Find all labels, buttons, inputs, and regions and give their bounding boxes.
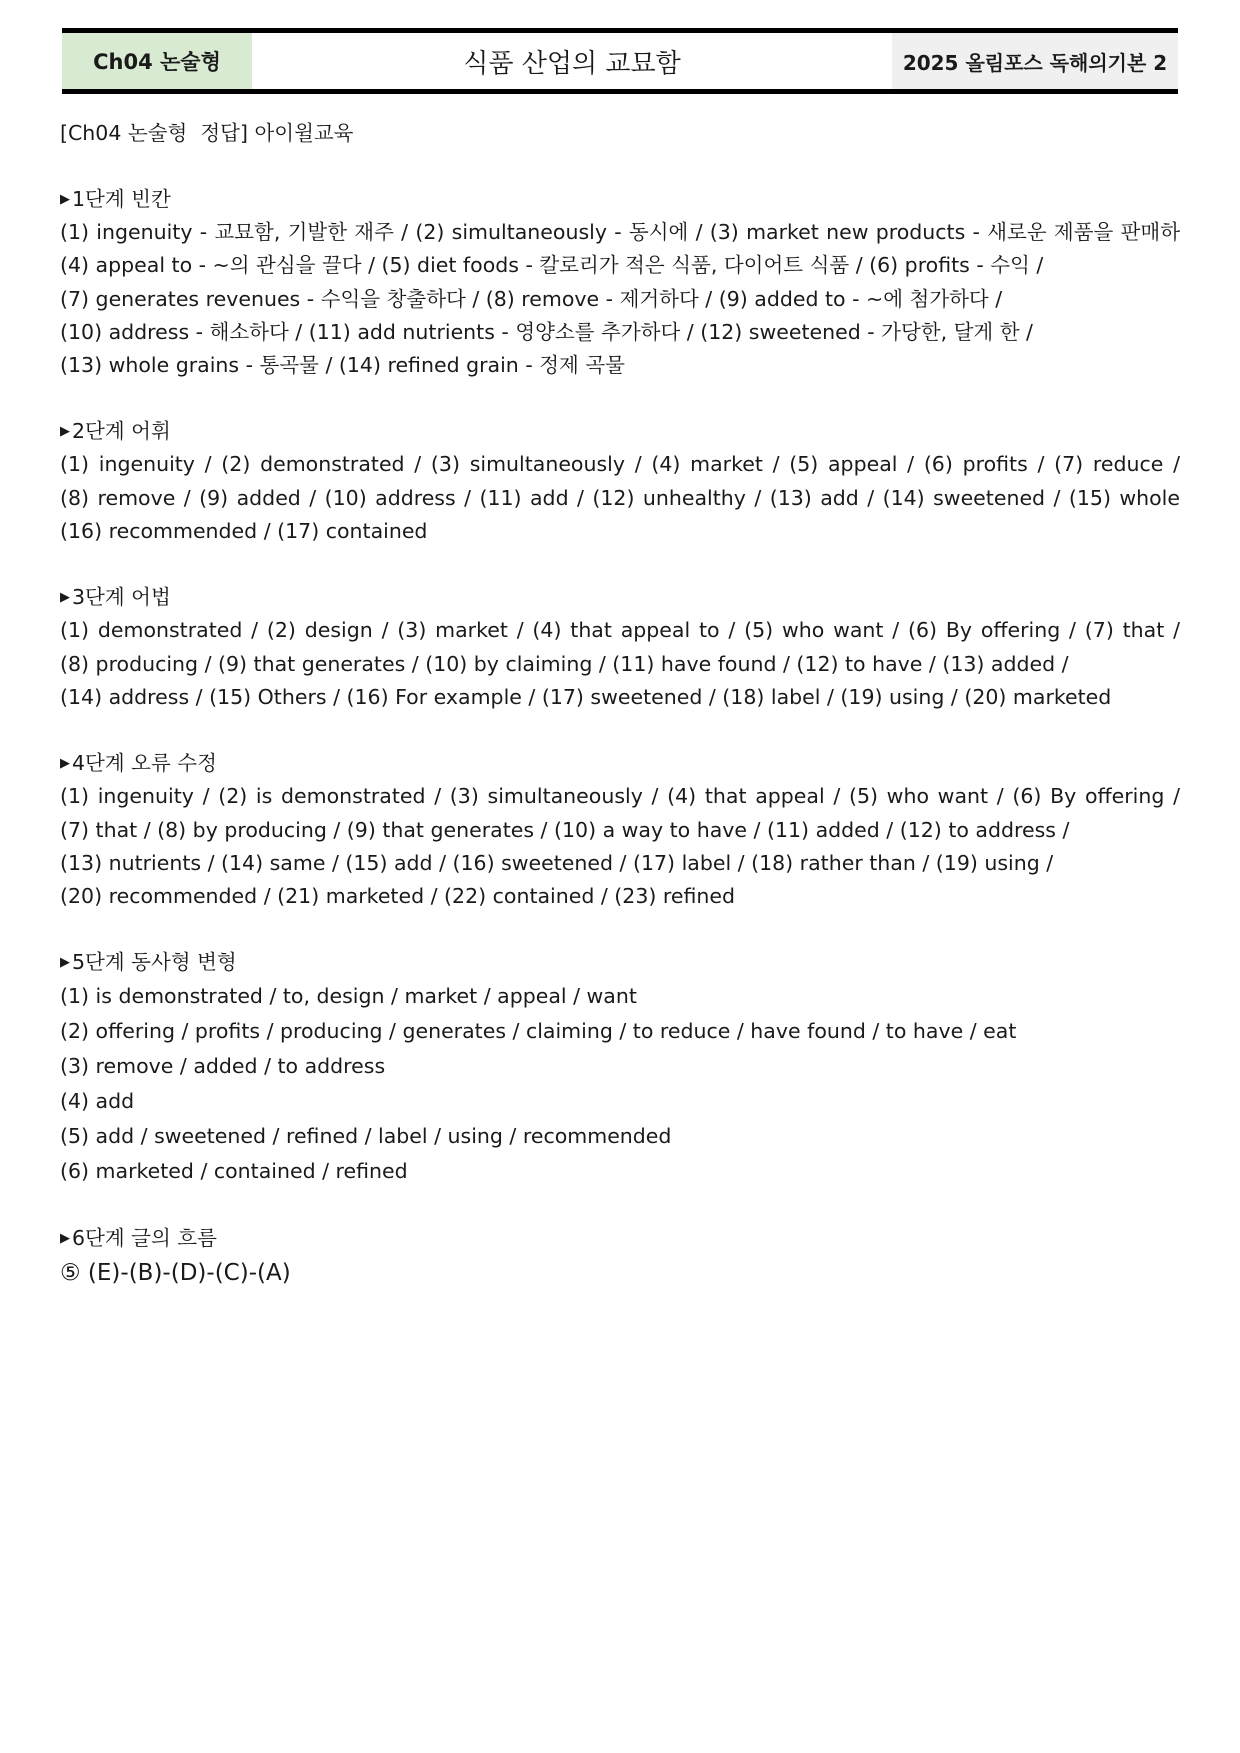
section-step-1 (60, 182, 1180, 382)
answer-line: (8) producing / (9) that generates / (10) by claiming / (11) have found / (12) to have / (13) added / (60, 651, 1069, 676)
answer-line: (8) remove / (9) added / (10) address / (11) add / (12) unhealthy / (13) add / (14) sweetened / (15) whole (60, 485, 1180, 510)
answer-line: (14) address / (15) Others / (16) For example / (17) sweetened / (18) label / (19) using / (20) marketed (60, 684, 1112, 709)
answer-sheet (60, 116, 1180, 1323)
section-title (60, 580, 1180, 614)
answer-line: (13) whole grains - 통곡물 / (14) refined grain - 정제 곡물 (60, 353, 625, 378)
triangle-bullet-icon: ▶ (60, 955, 70, 971)
page-title: 식품 산업의 교묘함 (463, 48, 681, 79)
chapter-tag: Ch04 논술형 (62, 33, 252, 89)
sections-container (60, 182, 1180, 1291)
answer-line: (6) marketed / contained / refined (60, 1159, 408, 1184)
answer-line: (2) offering / profits / producing / generates / claiming / to reduce / have found / to have / eat (60, 1019, 1017, 1044)
answer-line: (1) ingenuity / (2) demonstrated / (3) simultaneously / (4) market / (5) appeal / (6) profits / (7) reduce / (60, 452, 1180, 477)
answer-line: (20) recommended / (21) marketed / (22) contained / (23) refined (60, 884, 736, 909)
section-title-text: 6단계 글의 흐름 (72, 1226, 217, 1251)
triangle-bullet-icon: ▶ (60, 424, 70, 440)
answer-line: (3) remove / added / to address (60, 1054, 386, 1079)
section-title (60, 746, 1180, 780)
triangle-bullet-icon: ▶ (60, 192, 70, 207)
section-title-text: 2단계 어휘 (72, 419, 171, 444)
answer-line: (13) nutrients / (14) same / (15) add / (16) sweetened / (17) label / (18) rather than / (19) using / (60, 850, 1054, 875)
section-step-6 (60, 1221, 1180, 1291)
answer-line: (7) that / (8) by producing / (9) that generates / (10) a way to have / (11) added / (12) to address / (60, 817, 1070, 842)
answer-line: (10) address - 해소하다 / (11) add nutrients - 영양소를 추가하다 / (12) sweetened - 가당한, 달게 한 / (60, 319, 1033, 344)
section-title (60, 945, 1180, 979)
answer-line: (7) generates revenues - 수익을 창출하다 / (8) remove - 제거하다 / (9) added to - ~에 첨가하다 / (60, 286, 1003, 311)
section-title-text: 3단계 어법 (72, 585, 171, 610)
section-step-5 (60, 945, 1180, 1189)
triangle-bullet-icon: ▶ (60, 590, 70, 606)
flow-answer: ⑤ (E)-(B)-(D)-(C)-(A) (60, 1260, 291, 1287)
answer-line: (1) is demonstrated / to, design / market / appeal / want (60, 984, 637, 1009)
book-title: 2025 올림포스 독해의기본 2 (892, 33, 1178, 89)
answer-line: (1) ingenuity - 교묘함, 기발한 재주 / (2) simultaneously - 동시에 / (3) market new products - 새로운 제품을 판매하 (60, 220, 1180, 244)
section-title-text: 5단계 동사형 변형 (72, 950, 237, 975)
section-title (60, 414, 1180, 448)
triangle-bullet-icon: ▶ (60, 756, 70, 772)
section-step-3 (60, 580, 1180, 714)
section-title (60, 182, 1180, 216)
section-title (60, 1221, 1180, 1255)
section-title-text: 4단계 오류 수정 (72, 751, 217, 776)
page-header (62, 28, 1178, 94)
answer-line: (16) recommended / (17) contained (60, 519, 428, 544)
answer-line: (1) ingenuity / (2) is demonstrated / (3) simultaneously / (4) that appeal / (5) who want / (6) By offering / (60, 784, 1180, 809)
section-step-2 (60, 414, 1180, 548)
answer-line: (4) add (60, 1089, 135, 1114)
answer-line: (4) appeal to - ~의 관심을 끌다 / (5) diet foods - 칼로리가 적은 식품, 다이어트 식품 / (6) profits - 수익 / (60, 253, 1044, 278)
section-step-4 (60, 746, 1180, 913)
answer-line: (5) add / sweetened / refined / label / using / recommended (60, 1124, 672, 1149)
triangle-bullet-icon: ▶ (60, 1231, 70, 1247)
answer-line: (1) demonstrated / (2) design / (3) market / (4) that appeal to / (5) who want / (6) By offering / (7) that / (60, 618, 1180, 643)
section-title-text: 1단계 빈칸 (72, 187, 171, 211)
doc-title: [Ch04 논술형 정답] 아이윌교육 (60, 121, 354, 145)
